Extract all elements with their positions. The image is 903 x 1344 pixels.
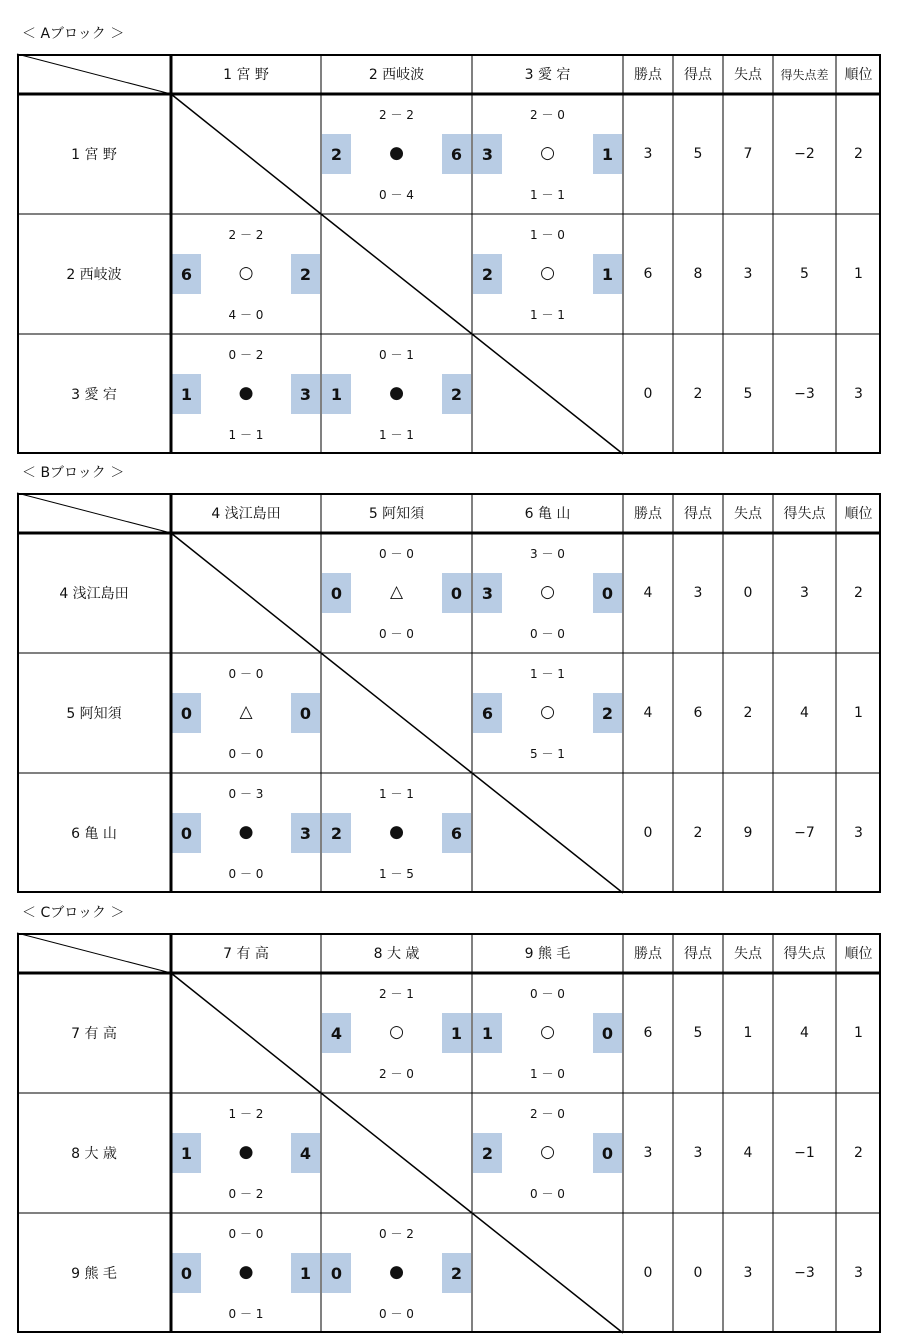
stat-value: 3 — [743, 1265, 753, 1281]
score-box-own: 6 — [172, 254, 201, 294]
column-header-team: 9 熊 毛 — [524, 946, 571, 962]
stat-value: −7 — [794, 825, 815, 841]
score-box-own: 1 — [172, 1133, 201, 1173]
table-grid-lines — [17, 54, 881, 454]
stat-value: −3 — [794, 386, 815, 402]
column-header-stat: 順位 — [844, 67, 873, 83]
score-box-opponent: 1 — [593, 134, 622, 174]
stat-value: 0 — [643, 1265, 653, 1281]
column-header-stat: 勝点 — [634, 506, 662, 522]
score-box-opponent: 3 — [291, 813, 320, 853]
half-score-first: 0 － 0 — [228, 1227, 264, 1241]
self-match-diagonal — [472, 773, 623, 893]
corner-diagonal — [17, 933, 171, 973]
stat-value: 2 — [693, 825, 703, 841]
self-match-diagonal — [472, 1213, 623, 1333]
self-match-diagonal — [321, 1093, 472, 1213]
half-score-first: 0 － 0 — [530, 987, 565, 1001]
stat-value: 4 — [800, 1025, 809, 1041]
half-score-second: 0 － 1 — [228, 1307, 264, 1321]
column-header-stat: 順位 — [844, 946, 873, 962]
result-symbol: ● — [389, 143, 404, 163]
result-symbol: ○ — [389, 1022, 404, 1042]
score-box-own: 3 — [473, 134, 502, 174]
stat-value: 5 — [693, 1025, 703, 1041]
column-header-stat: 失点 — [734, 946, 762, 962]
half-score-second: 1 － 1 — [530, 308, 565, 322]
score-box-opponent: 0 — [593, 1133, 622, 1173]
result-symbol: ● — [238, 1142, 254, 1162]
half-score-first: 0 － 2 — [228, 348, 264, 362]
half-score-second: 5 － 1 — [530, 747, 565, 761]
score-box-own: 0 — [172, 1253, 201, 1293]
stat-value: 4 — [643, 705, 653, 721]
half-score-first: 0 － 0 — [228, 667, 264, 681]
stat-value: 6 — [643, 1025, 653, 1041]
half-score-first: 0 － 3 — [228, 787, 264, 801]
score-box-opponent: 6 — [442, 813, 471, 853]
block-title: ＜ Cブロック ＞ — [22, 905, 125, 921]
stat-value: 0 — [643, 386, 653, 402]
table-grid-lines — [17, 933, 881, 1333]
stat-value: 2 — [854, 585, 863, 601]
column-header-team: 7 有 高 — [223, 946, 269, 962]
score-box-opponent: 2 — [593, 693, 622, 733]
column-header-stat: 勝点 — [634, 67, 662, 83]
stat-value: 5 — [693, 146, 703, 162]
stat-value: 3 — [693, 1145, 703, 1161]
row-header-team: 9 熊 毛 — [71, 1266, 117, 1282]
score-box-own: 2 — [322, 134, 351, 174]
half-score-second: 0 － 2 — [228, 1187, 264, 1201]
half-score-second: 4 － 0 — [228, 308, 264, 322]
stat-value: 1 — [854, 1025, 863, 1041]
row-header-team: 1 宮 野 — [71, 147, 117, 163]
result-symbol: ● — [389, 1262, 404, 1282]
result-symbol: ● — [238, 822, 254, 842]
half-score-second: 1 － 0 — [530, 1067, 565, 1081]
score-box-opponent: 0 — [593, 1013, 622, 1053]
stat-value: 3 — [643, 146, 653, 162]
column-header-team: 5 阿知須 — [368, 506, 425, 522]
half-score-second: 0 － 0 — [530, 1187, 565, 1201]
score-box-opponent: 2 — [442, 374, 471, 414]
half-score-first: 0 － 1 — [379, 348, 414, 362]
stat-value: 6 — [643, 266, 653, 282]
score-box-opponent: 0 — [442, 573, 471, 613]
stat-value: 5 — [743, 386, 753, 402]
stat-value: 3 — [643, 1145, 653, 1161]
column-header-stat: 得点 — [684, 946, 712, 962]
row-header-team: 3 愛 宕 — [71, 387, 117, 403]
stat-value: −2 — [794, 146, 815, 162]
half-score-first: 2 － 2 — [379, 108, 414, 122]
half-score-second: 1 － 1 — [530, 188, 565, 202]
column-header-stat: 得失点 — [783, 506, 826, 522]
stat-value: 2 — [693, 386, 703, 402]
column-header-stat: 得失点 — [783, 946, 826, 962]
score-box-opponent: 1 — [291, 1253, 320, 1293]
table-grid-lines — [17, 493, 881, 893]
half-score-second: 0 － 0 — [379, 1307, 414, 1321]
column-header-stat: 得点 — [684, 67, 712, 83]
stat-value: −1 — [794, 1145, 815, 1161]
stat-value: 3 — [854, 1265, 863, 1281]
stat-value: 0 — [693, 1265, 703, 1281]
result-symbol: ● — [389, 383, 404, 403]
score-box-own: 1 — [473, 1013, 502, 1053]
score-box-own: 0 — [172, 813, 201, 853]
score-box-own: 1 — [322, 374, 351, 414]
half-score-first: 0 － 0 — [379, 547, 414, 561]
stat-value: −3 — [794, 1265, 815, 1281]
half-score-second: 2 － 0 — [379, 1067, 414, 1081]
half-score-second: 1 － 1 — [228, 428, 264, 442]
stat-value: 6 — [693, 705, 703, 721]
column-header-team: 8 大 歳 — [373, 946, 420, 962]
stat-value: 2 — [854, 1145, 863, 1161]
column-header-team: 1 宮 野 — [223, 67, 269, 83]
result-symbol: ○ — [540, 702, 555, 722]
block-title: ＜ Aブロック ＞ — [22, 26, 125, 42]
half-score-second: 0 － 4 — [379, 188, 414, 202]
stat-value: 1 — [854, 705, 863, 721]
score-box-own: 4 — [322, 1013, 351, 1053]
column-header-team: 4 浅江島田 — [211, 506, 281, 522]
result-symbol: △ — [239, 702, 253, 722]
row-header-team: 8 大 歳 — [71, 1146, 117, 1162]
self-match-diagonal — [321, 653, 472, 773]
self-match-diagonal — [472, 334, 623, 454]
half-score-second: 0 － 0 — [228, 747, 264, 761]
half-score-first: 1 － 1 — [530, 667, 565, 681]
standings-table — [17, 493, 881, 893]
score-box-own: 2 — [322, 813, 351, 853]
half-score-second: 0 － 0 — [530, 627, 565, 641]
row-header-team: 2 西岐波 — [66, 267, 122, 283]
stat-value: 0 — [643, 825, 653, 841]
column-header-stat: 失点 — [734, 67, 762, 83]
self-match-diagonal — [171, 94, 321, 214]
stat-value: 3 — [854, 825, 863, 841]
result-symbol: ○ — [540, 143, 555, 163]
result-symbol: ○ — [238, 263, 254, 283]
score-box-own: 1 — [172, 374, 201, 414]
stat-value: 3 — [743, 266, 753, 282]
score-box-own: 0 — [322, 1253, 351, 1293]
self-match-diagonal — [171, 533, 321, 653]
stat-value: 8 — [693, 266, 703, 282]
column-header-stat: 勝点 — [634, 946, 662, 962]
column-header-team: 6 亀 山 — [524, 506, 571, 522]
result-symbol: ○ — [540, 582, 555, 602]
score-box-own: 3 — [473, 573, 502, 613]
self-match-diagonal — [171, 973, 321, 1093]
stat-value: 1 — [854, 266, 863, 282]
score-box-own: 6 — [473, 693, 502, 733]
stat-value: 3 — [854, 386, 863, 402]
column-header-stat: 順位 — [844, 506, 873, 522]
half-score-first: 2 － 0 — [530, 1107, 565, 1121]
stat-value: 3 — [800, 585, 809, 601]
result-symbol: ● — [389, 822, 404, 842]
score-box-opponent: 2 — [442, 1253, 471, 1293]
column-header-stat: 失点 — [734, 506, 762, 522]
score-box-opponent: 0 — [291, 693, 320, 733]
result-symbol: ● — [238, 383, 254, 403]
standings-table — [17, 54, 881, 454]
score-box-opponent: 6 — [442, 134, 471, 174]
column-header-team: 3 愛 宕 — [524, 67, 571, 83]
score-box-opponent: 0 — [593, 573, 622, 613]
half-score-second: 1 － 5 — [379, 867, 414, 881]
half-score-second: 0 － 0 — [228, 867, 264, 881]
score-box-own: 0 — [172, 693, 201, 733]
column-header-team: 2 西岐波 — [368, 67, 425, 83]
score-box-opponent: 4 — [291, 1133, 320, 1173]
result-symbol: ○ — [540, 1022, 555, 1042]
half-score-first: 1 － 0 — [530, 228, 565, 242]
corner-diagonal — [17, 493, 171, 533]
half-score-second: 1 － 1 — [379, 428, 414, 442]
stat-value: 2 — [854, 146, 863, 162]
corner-diagonal — [17, 54, 171, 94]
result-symbol: ○ — [540, 263, 555, 283]
half-score-first: 0 － 2 — [379, 1227, 414, 1241]
result-symbol: △ — [389, 582, 404, 602]
score-box-own: 2 — [473, 1133, 502, 1173]
column-header-stat: 得点 — [684, 506, 712, 522]
column-header-stat: 得失点差 — [780, 67, 829, 82]
score-box-own: 0 — [322, 573, 351, 613]
row-header-team: 7 有 高 — [71, 1026, 117, 1042]
result-symbol: ● — [238, 1262, 254, 1282]
stat-value: 9 — [743, 825, 753, 841]
half-score-first: 2 － 1 — [379, 987, 414, 1001]
stat-value: 4 — [643, 585, 653, 601]
half-score-first: 1 － 1 — [379, 787, 414, 801]
score-box-own: 2 — [473, 254, 502, 294]
standings-table — [17, 933, 881, 1333]
score-box-opponent: 3 — [291, 374, 320, 414]
row-header-team: 4 浅江島田 — [59, 586, 129, 602]
stat-value: 1 — [743, 1025, 753, 1041]
score-box-opponent: 1 — [442, 1013, 471, 1053]
half-score-first: 1 － 2 — [228, 1107, 264, 1121]
score-box-opponent: 2 — [291, 254, 320, 294]
row-header-team: 6 亀 山 — [71, 826, 117, 842]
half-score-first: 2 － 2 — [228, 228, 264, 242]
stat-value: 0 — [743, 585, 753, 601]
stat-value: 4 — [800, 705, 809, 721]
stat-value: 5 — [800, 266, 809, 282]
stat-value: 3 — [693, 585, 703, 601]
half-score-first: 3 － 0 — [530, 547, 565, 561]
score-box-opponent: 1 — [593, 254, 622, 294]
half-score-first: 2 － 0 — [530, 108, 565, 122]
stat-value: 2 — [743, 705, 753, 721]
self-match-diagonal — [321, 214, 472, 334]
stat-value: 7 — [743, 146, 753, 162]
result-symbol: ○ — [540, 1142, 555, 1162]
block-title: ＜ Bブロック ＞ — [22, 465, 125, 481]
row-header-team: 5 阿知須 — [66, 706, 122, 722]
half-score-second: 0 － 0 — [379, 627, 414, 641]
stat-value: 4 — [743, 1145, 753, 1161]
